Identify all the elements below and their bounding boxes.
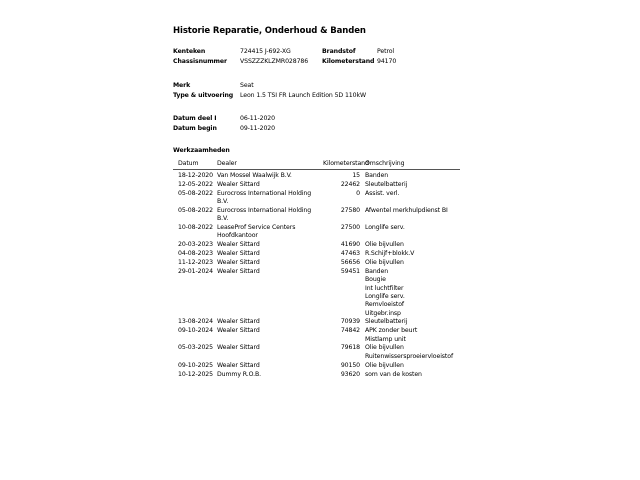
row-datum: 10-12-2025 [178, 370, 213, 378]
kenteken-label: Kenteken [173, 48, 206, 55]
row-dealer: LeaseProf Service Centers Hoofdkantoor [217, 224, 296, 240]
row-omschrijving [360, 172, 463, 180]
row-omschrijving [360, 250, 463, 258]
row-kilometerstand: 56656 [340, 259, 360, 267]
datum-deel-label: Datum deel I [173, 115, 217, 122]
omschrijving-line: Sleutelbatterij [365, 180, 408, 188]
table-row [173, 318, 463, 326]
table-row [173, 241, 463, 249]
row-omschrijving [360, 224, 463, 241]
info-row [173, 81, 463, 91]
omschrijving-line: som van de kosten [365, 370, 422, 378]
row-omschrijving [360, 181, 463, 189]
datum-begin-value: 09-11-2020 [240, 125, 275, 132]
row-omschrijving [360, 241, 463, 249]
table-row [173, 327, 463, 344]
row-omschrijving [360, 318, 463, 326]
row-dealer: Van Mossel Waalwijk B.V. [217, 172, 292, 179]
row-datum: 20-03-2023 [178, 241, 213, 249]
row-datum: 09-10-2025 [178, 361, 213, 369]
row-dealer: Wealer Sittard [217, 250, 260, 258]
brandstof-label: Brandstof [322, 48, 356, 55]
omschrijving-line: Afwentel merkhulpdienst BI [365, 206, 448, 214]
row-kilometerstand: 47463 [340, 250, 360, 258]
omschrijving-line: Longlife serv. [365, 292, 405, 300]
row-datum: 05-08-2022 [178, 189, 213, 197]
row-kilometerstand: 27500 [340, 224, 360, 232]
row-datum: 18-12-2020 [178, 172, 213, 179]
omschrijving-line: Olie bijvullen [365, 361, 404, 369]
row-kilometerstand: 70939 [340, 318, 360, 326]
table-row [173, 344, 463, 361]
row-datum: 29-01-2024 [178, 268, 213, 276]
row-dealer: Wealer Sittard [217, 241, 260, 249]
merk-value: Seat [240, 82, 254, 89]
omschrijving-line: Ruitenwissersproeiervloeistof [365, 352, 454, 360]
info-row [173, 124, 463, 134]
vehicle-type-section [173, 81, 463, 101]
row-kilometerstand: 22462 [340, 180, 360, 188]
table-row [173, 362, 463, 370]
row-kilometerstand: 0 [356, 189, 360, 197]
chassisnummer-value: VSSZZZKLZMR028786 [240, 58, 309, 65]
row-dealer: Eurocross International Holding B.V. [217, 206, 312, 223]
dates-section [173, 114, 463, 134]
row-kilometerstand: 15 [352, 172, 360, 179]
row-dealer: Wealer Sittard [217, 318, 260, 326]
row-omschrijving [360, 327, 463, 344]
table-row [173, 181, 463, 189]
omschrijving-line: Banden [365, 268, 389, 276]
table-row [173, 259, 463, 267]
col-header-omschrijving: Omschrijving [365, 160, 405, 167]
col-header-dealer: Dealer [217, 160, 237, 167]
omschrijving-line: Olie bijvullen [365, 241, 404, 249]
werkzaamheden-table [173, 159, 463, 379]
row-omschrijving [360, 344, 463, 361]
kilometerstand-value: 94170 [377, 58, 397, 65]
row-kilometerstand: 41690 [340, 241, 360, 249]
omschrijving-line: APK zonder beurt [365, 327, 418, 335]
report-content [173, 24, 463, 379]
info-row [173, 114, 463, 124]
row-omschrijving [360, 268, 463, 318]
info-row [173, 91, 463, 101]
table-row [173, 250, 463, 258]
omschrijving-line: Banden [365, 172, 389, 179]
row-kilometerstand: 59451 [340, 268, 360, 276]
row-kilometerstand: 27580 [340, 206, 360, 214]
table-row [173, 190, 463, 207]
row-omschrijving [360, 207, 463, 224]
datum-begin-label: Datum begin [173, 125, 217, 132]
type-uitvoering-label: Type & uitvoering [173, 92, 234, 99]
row-datum: 12-05-2022 [178, 180, 213, 188]
type-uitvoering-value: Leon 1.5 TSI FR Launch Edition 5D 110kW [240, 92, 366, 99]
omschrijving-line: Sleutelbatterij [365, 318, 408, 326]
row-datum: 09-10-2024 [178, 327, 213, 335]
row-datum: 05-03-2025 [178, 344, 213, 352]
row-dealer: Wealer Sittard [217, 259, 260, 267]
header-divider [173, 169, 460, 170]
info-row [173, 47, 463, 57]
page-title: Historie Reparatie, Onderhoud & Banden [173, 26, 366, 36]
table-row [173, 172, 463, 180]
row-dealer: Wealer Sittard [217, 361, 260, 369]
table-header [173, 159, 463, 168]
table-row [173, 224, 463, 241]
row-omschrijving [360, 362, 463, 370]
vehicle-id-section [173, 47, 463, 67]
row-dealer: Wealer Sittard [217, 180, 260, 188]
omschrijving-line: Olie bijvullen [365, 344, 404, 352]
omschrijving-line: Olie bijvullen [365, 259, 404, 267]
row-dealer: Wealer Sittard [217, 327, 260, 335]
row-dealer: Wealer Sittard [217, 344, 260, 352]
col-header-datum: Datum [178, 160, 199, 167]
row-dealer: Wealer Sittard [217, 268, 260, 276]
row-omschrijving [360, 190, 463, 207]
omschrijving-line: Longlife serv. [365, 224, 405, 232]
row-datum: 05-08-2022 [178, 206, 213, 214]
omschrijving-line: Mistlamp unit [365, 335, 406, 343]
row-datum: 10-08-2022 [178, 224, 213, 232]
row-kilometerstand: 74842 [340, 327, 360, 335]
omschrijving-line: Remvloeistof [365, 301, 404, 309]
werkzaamheden-rows [173, 172, 463, 379]
kenteken-value: 724415 J-692-XG [240, 48, 291, 55]
omschrijving-line: R.Schijf+blokk.V [365, 250, 415, 258]
table-row [173, 207, 463, 224]
datum-deel-value: 06-11-2020 [240, 115, 275, 122]
omschrijving-line: Assist. verl. [365, 189, 400, 197]
omschrijving-line: Uitgebr.insp [365, 309, 401, 317]
table-row [173, 268, 463, 318]
chassisnummer-label: Chassisnummer [173, 58, 227, 65]
table-row [173, 371, 463, 379]
row-kilometerstand: 90150 [340, 361, 360, 369]
kilometerstand-label: Kilometerstand [322, 58, 375, 65]
row-omschrijving [360, 371, 463, 379]
row-datum: 11-12-2023 [178, 259, 213, 267]
row-omschrijving [360, 259, 463, 267]
col-header-kilometerstand: Kilometerstand [323, 160, 369, 167]
werkzaamheden-section-title: Werkzaamheden [173, 147, 230, 154]
row-dealer: Dummy R.O.B. [217, 370, 262, 378]
row-datum: 13-08-2024 [178, 318, 213, 326]
merk-label: Merk [173, 82, 191, 89]
omschrijving-line: Int luchtfilter [365, 284, 404, 292]
brandstof-value: Petrol [377, 48, 395, 55]
row-dealer: Eurocross International Holding B.V. [217, 189, 312, 206]
row-datum: 04-08-2023 [178, 250, 213, 258]
info-row [173, 57, 463, 67]
omschrijving-line: Bougie [365, 276, 386, 284]
row-kilometerstand: 93620 [340, 370, 360, 378]
row-kilometerstand: 79618 [340, 344, 360, 352]
